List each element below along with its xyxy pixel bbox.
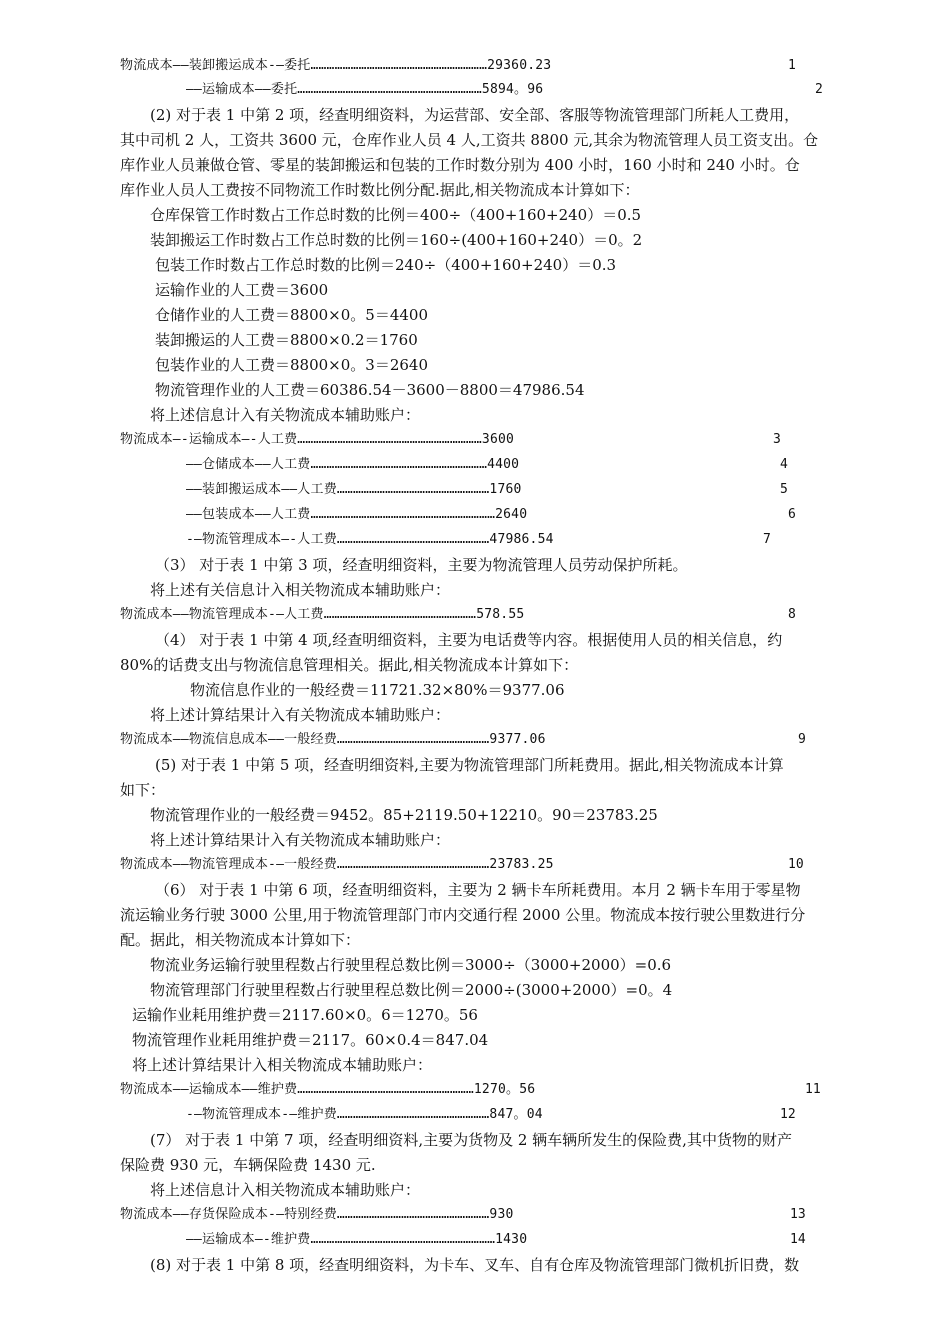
text-content: （6） 对于表 1 中第 6 项，经查明细资料，主要为 2 辆卡车所耗费用。本月 2 辆卡车用于零星物 [155, 881, 801, 899]
ledger-entry [0, 478, 950, 502]
entry-text: 物流成本——物流管理成本-—人工费…………………………………………………578.55 [120, 607, 525, 622]
text-content: （3） 对于表 1 中第 3 项，经查明细资料，主要为物流管理人员劳动保护所耗。 [155, 556, 688, 574]
ledger-entry [0, 528, 950, 552]
text-content: 库作业人员人工费按不同物流工作时数比例分配.据此,相关物流成本计算如下： [120, 181, 640, 199]
text-line [0, 278, 950, 302]
text-content: 流运输业务行驶 3000 公里,用于物流管理部门市内交通行程 2000 公里。物流成本按行驶公里数进行分 [120, 906, 806, 924]
ledger-entry [0, 78, 950, 102]
entry-number: 10 [788, 857, 804, 872]
text-content: 运输作业的人工费＝3600 [155, 281, 329, 299]
text-line [0, 828, 950, 852]
text-content: 物流管理作业的一般经费＝9452。85+2119.50+12210。90＝23783.25 [150, 806, 658, 824]
ledger-entry [0, 603, 950, 627]
text-line [0, 953, 950, 977]
text-content: 将上述信息计入有关物流成本辅助账户： [150, 406, 421, 424]
text-line [0, 153, 950, 177]
text-content: (5) 对于表 1 中第 5 项，经查明细资料,主要为物流管理部门所耗费用。据此,相关物流成本计算 [155, 756, 784, 774]
text-content: 物流管理部门行驶里程数占行驶里程总数比例＝2000÷(3000+2000）=0。4 [150, 981, 673, 999]
text-content: 物流业务运输行驶里程数占行驶里程总数比例＝3000÷（3000+2000）=0.6 [150, 956, 672, 974]
text-content: 物流信息作业的一般经费＝11721.32×80%＝9377.06 [190, 681, 565, 699]
entry-number: 8 [788, 607, 796, 622]
ledger-entry [0, 54, 950, 78]
entry-text: ——装卸搬运成本——人工费…………………………………………………1760 [186, 482, 522, 497]
text-content: 将上述信息计入相关物流成本辅助账户： [150, 1181, 421, 1199]
text-line [0, 328, 950, 352]
entry-text: ——运输成本—-维护费……………………………………………………………1430 [186, 1232, 528, 1247]
entry-number: 12 [780, 1107, 796, 1122]
entry-text: -—物流管理成本-—维护费…………………………………………………847。04 [186, 1107, 543, 1122]
text-line [0, 553, 950, 577]
entry-text: 物流成本——物流管理成本-—一般经费…………………………………………………23783.25 [120, 857, 554, 872]
text-content: 将上述有关信息计入相关物流成本辅助账户： [150, 581, 451, 599]
entry-text: ——仓储成本——人工费…………………………………………………………4400 [186, 457, 520, 472]
entry-number: 13 [790, 1207, 806, 1222]
entry-number: 7 [763, 532, 771, 547]
text-line [0, 1253, 950, 1277]
text-line [0, 703, 950, 727]
text-line [0, 653, 950, 677]
text-content: 物流管理作业耗用维护费＝2117。60×0.4＝847.04 [132, 1031, 489, 1049]
ledger-entry [0, 453, 950, 477]
text-content: 将上述计算结果计入有关物流成本辅助账户： [150, 706, 451, 724]
text-content: 仓库保管工作时数占工作总时数的比例＝400÷（400+160+240）＝0.5 [150, 206, 642, 224]
entry-number: 5 [780, 482, 788, 497]
text-content: (8) 对于表 1 中第 8 项，经查明细资料，为卡车、叉车、自有仓库及物流管理部门微机折旧费，数 [150, 1256, 800, 1274]
text-line [0, 753, 950, 777]
ledger-entry [0, 853, 950, 877]
text-content: 配。据此，相关物流成本计算如下： [120, 931, 361, 949]
text-content: 其中司机 2 人，工资共 3600 元，仓库作业人员 4 人,工资共 8800 元,其余为物流管理人员工资支出。仓 [120, 131, 819, 149]
ledger-entry [0, 1228, 950, 1252]
text-line [0, 928, 950, 952]
entry-text: 物流成本——物流信息成本——一般经费…………………………………………………9377.06 [120, 732, 546, 747]
text-line [0, 878, 950, 902]
ledger-entry [0, 728, 950, 752]
ledger-entry [0, 428, 950, 452]
text-line [0, 403, 950, 427]
text-content: 80%的话费支出与物流信息管理相关。据此,相关物流成本计算如下： [120, 656, 579, 674]
text-line [0, 1028, 950, 1052]
text-line [0, 978, 950, 1002]
ledger-entry [0, 503, 950, 527]
text-content: 装卸搬运的人工费＝8800×0.2＝1760 [155, 331, 418, 349]
entry-number: 9 [798, 732, 806, 747]
text-line [0, 578, 950, 602]
text-line [0, 128, 950, 152]
ledger-entry [0, 1103, 950, 1127]
text-line [0, 628, 950, 652]
ledger-entry [0, 1203, 950, 1227]
entry-text: 物流成本—-运输成本—-人工费……………………………………………………………3600 [120, 432, 515, 447]
text-line [0, 678, 950, 702]
text-content: 将上述计算结果计入相关物流成本辅助账户： [132, 1056, 433, 1074]
text-content: (2) 对于表 1 中第 2 项，经查明细资料，为运营部、安全部、客服等物流管理部门所耗人工费用， [150, 106, 800, 124]
text-content: 包装作业的人工费＝8800×0。3＝2640 [155, 356, 429, 374]
entry-number: 1 [788, 58, 796, 73]
text-line [0, 253, 950, 277]
text-line [0, 1178, 950, 1202]
text-content: 将上述计算结果计入有关物流成本辅助账户： [150, 831, 451, 849]
entry-text: 物流成本——装卸搬运成本-—委托…………………………………………………………29360.23 [120, 58, 552, 73]
text-line [0, 103, 950, 127]
entry-number: 11 [805, 1082, 821, 1097]
text-content: 仓储作业的人工费＝8800×0。5＝4400 [155, 306, 429, 324]
entry-text: -—物流管理成本—-人工费…………………………………………………47986.54 [186, 532, 554, 547]
entry-text: 物流成本——存货保险成本-—特别经费…………………………………………………930 [120, 1207, 514, 1222]
text-line [0, 803, 950, 827]
text-content: 保险费 930 元，车辆保险费 1430 元. [120, 1156, 376, 1174]
text-content: 如下： [120, 781, 166, 799]
text-line [0, 303, 950, 327]
text-line [0, 778, 950, 802]
text-content: 运输作业耗用维护费＝2117.60×0。6＝1270。56 [132, 1006, 478, 1024]
text-line [0, 1003, 950, 1027]
entry-text: 物流成本——运输成本——维护费…………………………………………………………1270。56 [120, 1082, 536, 1097]
text-content: (7） 对于表 1 中第 7 项，经查明细资料,主要为货物及 2 辆车辆所发生的保险费,其中货物的财产 [150, 1131, 792, 1149]
text-content: （4） 对于表 1 中第 4 项,经查明细资料，主要为电话费等内容。根据使用人员的相关信息，约 [155, 631, 783, 649]
text-line [0, 1128, 950, 1152]
entry-number: 2 [815, 82, 823, 97]
text-line [0, 178, 950, 202]
entry-number: 14 [790, 1232, 806, 1247]
ledger-entry [0, 1078, 950, 1102]
text-line [0, 1153, 950, 1177]
entry-number: 4 [780, 457, 788, 472]
text-line [0, 228, 950, 252]
text-content: 装卸搬运工作时数占工作总时数的比例＝160÷(400+160+240）＝0。2 [150, 231, 643, 249]
entry-text: ——运输成本——委托……………………………………………………………5894。96 [186, 82, 544, 97]
entry-text: ——包装成本——人工费……………………………………………………………2640 [186, 507, 528, 522]
text-line [0, 1053, 950, 1077]
entry-number: 3 [773, 432, 781, 447]
text-content: 库作业人员兼做仓管、零星的装卸搬运和包装的工作时数分别为 400 小时，160 小时和 240 小时。仓 [120, 156, 800, 174]
text-line [0, 353, 950, 377]
text-content: 包装工作时数占工作总时数的比例＝240÷（400+160+240）＝0.3 [155, 256, 617, 274]
text-line [0, 903, 950, 927]
text-line [0, 378, 950, 402]
entry-number: 6 [788, 507, 796, 522]
text-line [0, 203, 950, 227]
text-content: 物流管理作业的人工费＝60386.54－3600－8800＝47986.54 [155, 381, 585, 399]
